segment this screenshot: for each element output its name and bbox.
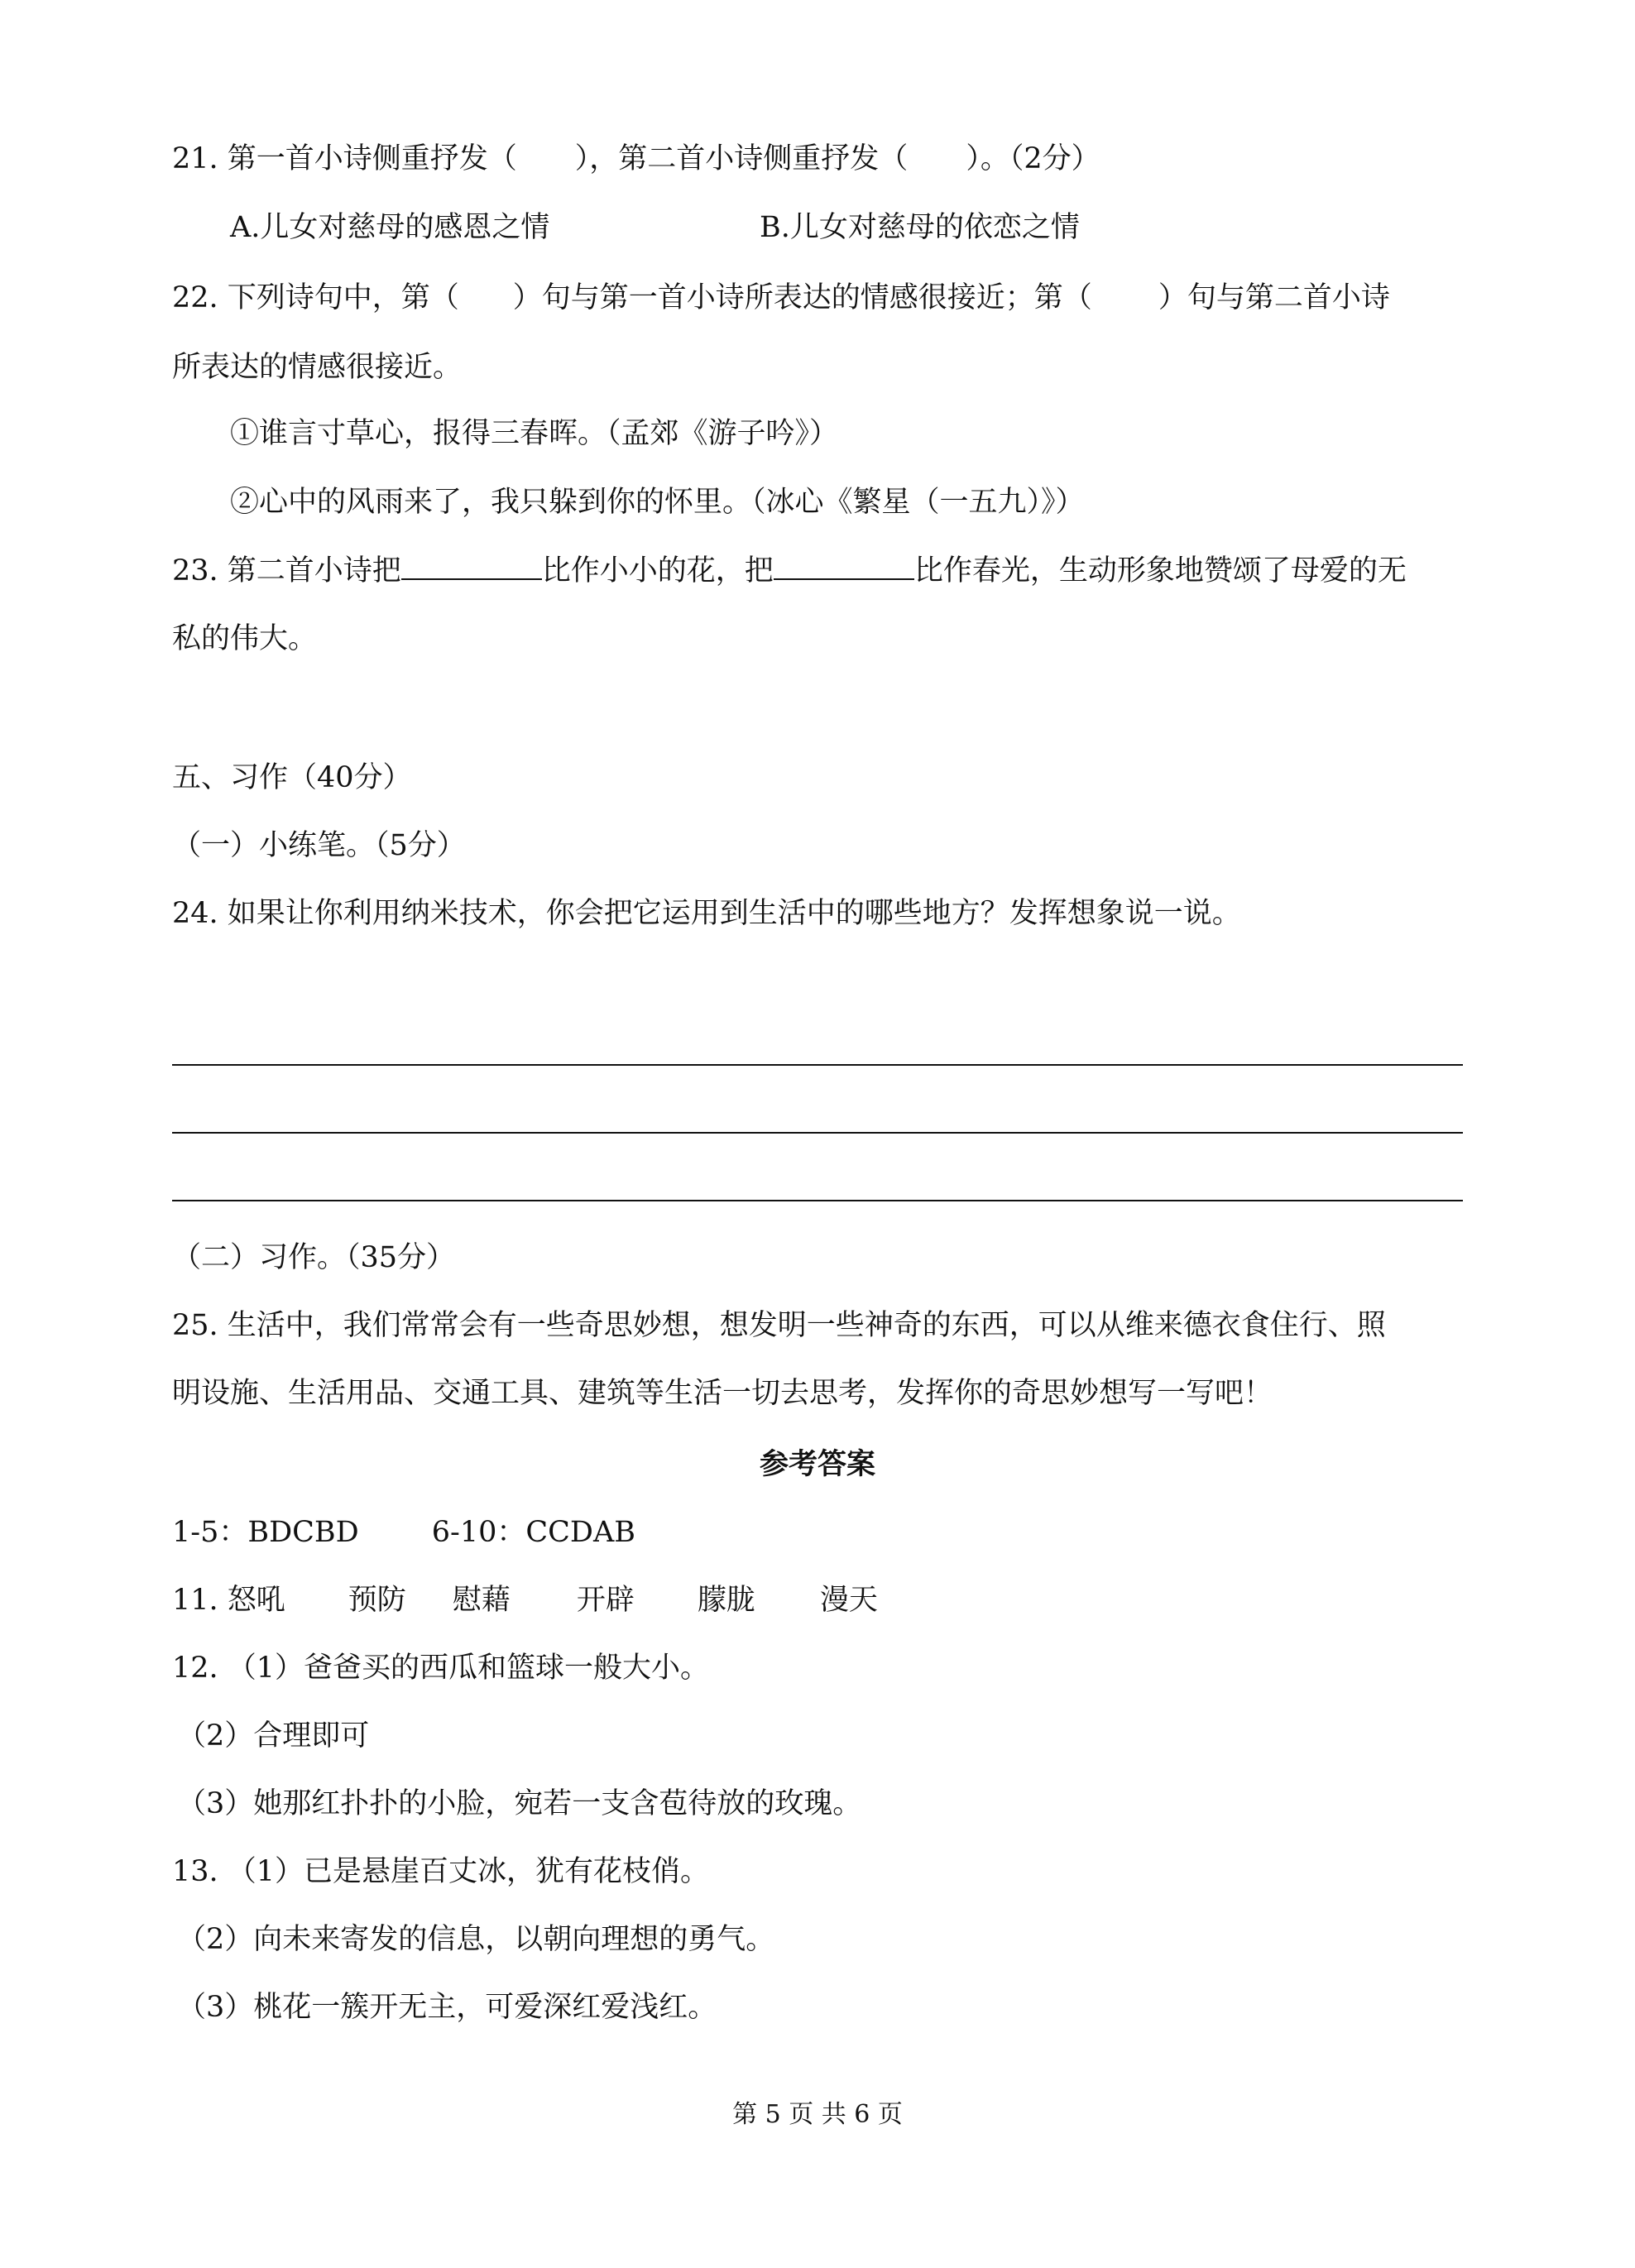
q23-blank-2[interactable]: [774, 554, 914, 580]
q23-line2: 私的伟大。: [172, 622, 318, 655]
answer-12-2: （2）合理即可: [177, 1719, 370, 1753]
q22-line1: 22. 下列诗句中，第（ ）句与第一首小诗所表达的情感很接近；第（ ）句与第二首小诗: [172, 281, 1390, 314]
answer-line-3[interactable]: [172, 1200, 1463, 1201]
q23-line1: 23. 第二首小诗把 比作小小的花，把 比作春光，生动形象地赞颂了母爱的无: [172, 554, 1407, 587]
part2-heading: （二）习作。（35分）: [172, 1241, 456, 1274]
answer-13-2: （2）向未来寄发的信息，以朝向理想的勇气。: [177, 1923, 775, 1956]
q22-item-2: ②心中的风雨来了，我只躲到你的怀里。（冰心《繁星（一五九）》）: [230, 486, 1085, 519]
answer-11: 11. 怒吼 预防 慰藉 开辟 朦胧 漫天: [172, 1584, 878, 1617]
answer-1-10: 1-5：BDCBD 6-10：CCDAB: [172, 1516, 635, 1549]
answer-12-1: 12. （1）爸爸买的西瓜和篮球一般大小。: [172, 1652, 710, 1685]
answer-12-3: （3）她那红扑扑的小脸，宛若一支含苞待放的玫瑰。: [177, 1787, 862, 1820]
q21-line1: 21. 第一首小诗侧重抒发（ ），第二首小诗侧重抒发（ ）。（2分）: [172, 142, 1100, 175]
q23-blank-1[interactable]: [401, 554, 542, 580]
q21-option-a: A.儿女对慈母的感恩之情: [230, 211, 550, 244]
q24-text: 24. 如果让你利用纳米技术，你会把它运用到生活中的哪些地方？发挥想象说一说。: [172, 897, 1241, 930]
part1-heading: （一）小练笔。（5分）: [172, 829, 466, 862]
q21-option-b: B.儿女对慈母的依恋之情: [760, 211, 1080, 244]
page-number: 第 5 页 共 6 页: [732, 2100, 903, 2129]
q25-line2: 明设施、生活用品、交通工具、建筑等生活一切去思考，发挥你的奇思妙想写一写吧！: [172, 1377, 1273, 1410]
answers-title: 参考答案: [759, 1447, 875, 1481]
q22-item-1: ①谁言寸草心，报得三春晖。（孟郊《游子吟》）: [230, 417, 839, 450]
answer-13-3: （3）桃花一簇开无主，可爱深红爱浅红。: [177, 1991, 717, 2024]
answer-13-1: 13. （1）已是悬崖百丈冰，犹有花枝俏。: [172, 1855, 710, 1888]
q25-line1: 25. 生活中，我们常常会有一些奇思妙想，想发明一些神奇的东西，可以从维来德衣食住行、照: [172, 1309, 1386, 1342]
answer-line-2[interactable]: [172, 1132, 1463, 1134]
section-title: 五、习作（40分）: [172, 761, 412, 794]
q22-line2: 所表达的情感很接近。: [172, 351, 463, 384]
answer-line-1[interactable]: [172, 1064, 1463, 1066]
